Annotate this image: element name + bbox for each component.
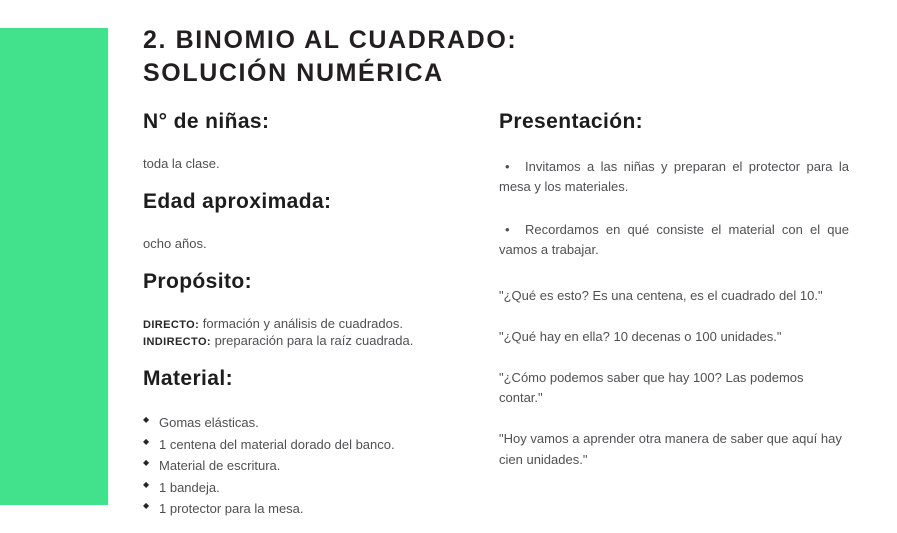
indirecto-text: preparación para la raíz cuadrada. [210, 333, 414, 349]
right-column [499, 109, 849, 522]
presentacion-bullet [499, 157, 849, 197]
presentacion-bullet-text: Invitamos a las niñas y preparan el protector para la mesa y los materiales. [499, 159, 849, 195]
list-item-text: 1 protector para la mesa. [159, 501, 304, 517]
diamond-bullet-icon: ◆ [143, 501, 150, 511]
left-column [143, 109, 461, 522]
dot-bullet-icon: • [505, 221, 510, 237]
presentacion-bullet-text: Recordamos en qué consiste el material con el que vamos a trabajar. [499, 221, 849, 257]
green-accent-bar [0, 28, 108, 505]
dialogue-quote: "Hoy vamos a aprender otra manera de saber que aquí hay cien unidades." [499, 431, 842, 467]
two-column-layout [143, 109, 849, 522]
proposito-directo [143, 315, 461, 333]
dot-bullet-icon: • [505, 159, 510, 175]
page-title-line1: 2. BINOMIO AL CUADRADO: [143, 26, 518, 54]
slide-content [143, 24, 849, 522]
list-item-text: 1 centena del material dorado del banco. [159, 436, 395, 452]
proposito-text [143, 315, 461, 350]
numero-ninas-text: toda la clase. [143, 156, 220, 172]
diamond-bullet-icon: ◆ [143, 415, 150, 425]
list-item [143, 457, 461, 475]
directo-text: formación y análisis de cuadrados. [199, 315, 403, 331]
list-item [143, 436, 461, 454]
dialogue-quote: "¿Cómo podemos saber que hay 100? Las podemos contar." [499, 370, 804, 406]
diamond-bullet-icon: ◆ [143, 436, 150, 446]
list-item [143, 500, 461, 518]
diamond-bullet-icon: ◆ [143, 479, 150, 489]
directo-label: DIRECTO: [143, 318, 200, 331]
presentacion-bullet [499, 220, 849, 260]
edad-aproximada-text: ocho años. [143, 236, 207, 252]
page-title [143, 24, 849, 89]
dialogue-quote: "¿Qué es esto? Es una centena, es el cuadrado del 10." [499, 287, 823, 303]
heading-presentacion: Presentación: [499, 110, 644, 133]
list-item-text: Gomas elásticas. [159, 415, 259, 431]
list-item-text: 1 bandeja. [159, 479, 220, 495]
heading-proposito: Propósito: [143, 269, 252, 293]
list-item-text: Material de escritura. [159, 458, 281, 474]
heading-numero-ninas: N° de niñas: [143, 110, 270, 133]
dialogue-quote: "¿Qué hay en ella? 10 decenas o 100 unidades." [499, 328, 782, 344]
page-title-line2: SOLUCIÓN NUMÉRICA [143, 58, 444, 87]
heading-material: Material: [143, 366, 233, 390]
proposito-indirecto [143, 332, 461, 350]
list-item [143, 414, 461, 432]
heading-edad-aproximada: Edad aproximada: [143, 189, 332, 213]
material-list [143, 414, 461, 518]
diamond-bullet-icon: ◆ [143, 458, 150, 468]
indirecto-label: INDIRECTO: [143, 336, 211, 349]
list-item [143, 479, 461, 497]
